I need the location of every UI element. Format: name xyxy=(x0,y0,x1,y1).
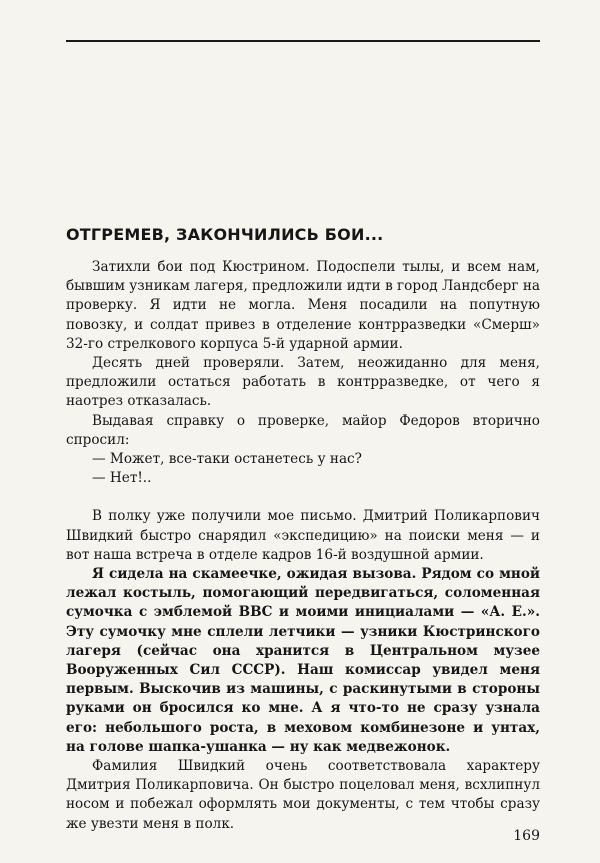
header-rule xyxy=(66,40,540,42)
body-text xyxy=(66,258,540,834)
paragraph: Фамилия Швидкий очень соответствовала характеру Дмитрия Поликарповича. Он быстро поцеловал меня, всхлипнул носом и побежал оформлять мои документы, с тем чтобы сразу же увезти меня в полк. xyxy=(66,758,540,832)
paragraph: В полку уже получили мое письмо. Дмитрий Поликарпович Швидкий быстро снарядил «экспедицию» на поиски меня — и вот наша встреча в отделе кадров 16-й воздушной армии. xyxy=(66,508,540,563)
dialogue-line: — Нет!.. xyxy=(92,470,152,487)
paragraph: Я сидела на скамеечке, ожидая вызова. Рядом со мной лежал костыль, помогающий передвигаться, соломенная сумочка с эмблемой ВВС и моими инициалами — «А. Е.». Эту сумочку мне сплели летчики — узники Кюстринского лагеря (сейчас она хранится в Центральном музее Вооруженных Сил СССР). Наш комиссар увидел меня первым. Выскочив из машины, с раскинутыми в стороны руками он бросился ко мне. А я что-то не сразу узнала его: небольшого роста, в меховом комбинезоне и унтах, на голове шапка-ушанка — ну как медвежонок. xyxy=(66,566,540,755)
chapter-title: ОТГРЕМЕВ, ЗАКОНЧИЛИСЬ БОИ... xyxy=(66,225,384,244)
dialogue-line: — Может, все-таки останетесь у нас? xyxy=(92,451,362,468)
page-number: 169 xyxy=(513,828,540,844)
paragraph: Выдавая справку о проверке, майор Федоров вторично спросил: xyxy=(66,412,540,448)
paragraph: Затихли бои под Кюстрином. Подоспели тылы, и всем нам, бывшим узникам лагеря, предложили идти в город Ландсберг на проверку. Я идти не могла. Меня посадили на попутную повозку, и солдат привез в отделение контрразведки «Смерш» 32-го стрелкового корпуса 5-й ударной армии. xyxy=(66,259,540,352)
paragraph: Десять дней проверяли. Затем, неожиданно для меня, предложили остаться работать в контрразведке, от чего я наотрез отказалась. xyxy=(66,355,540,410)
